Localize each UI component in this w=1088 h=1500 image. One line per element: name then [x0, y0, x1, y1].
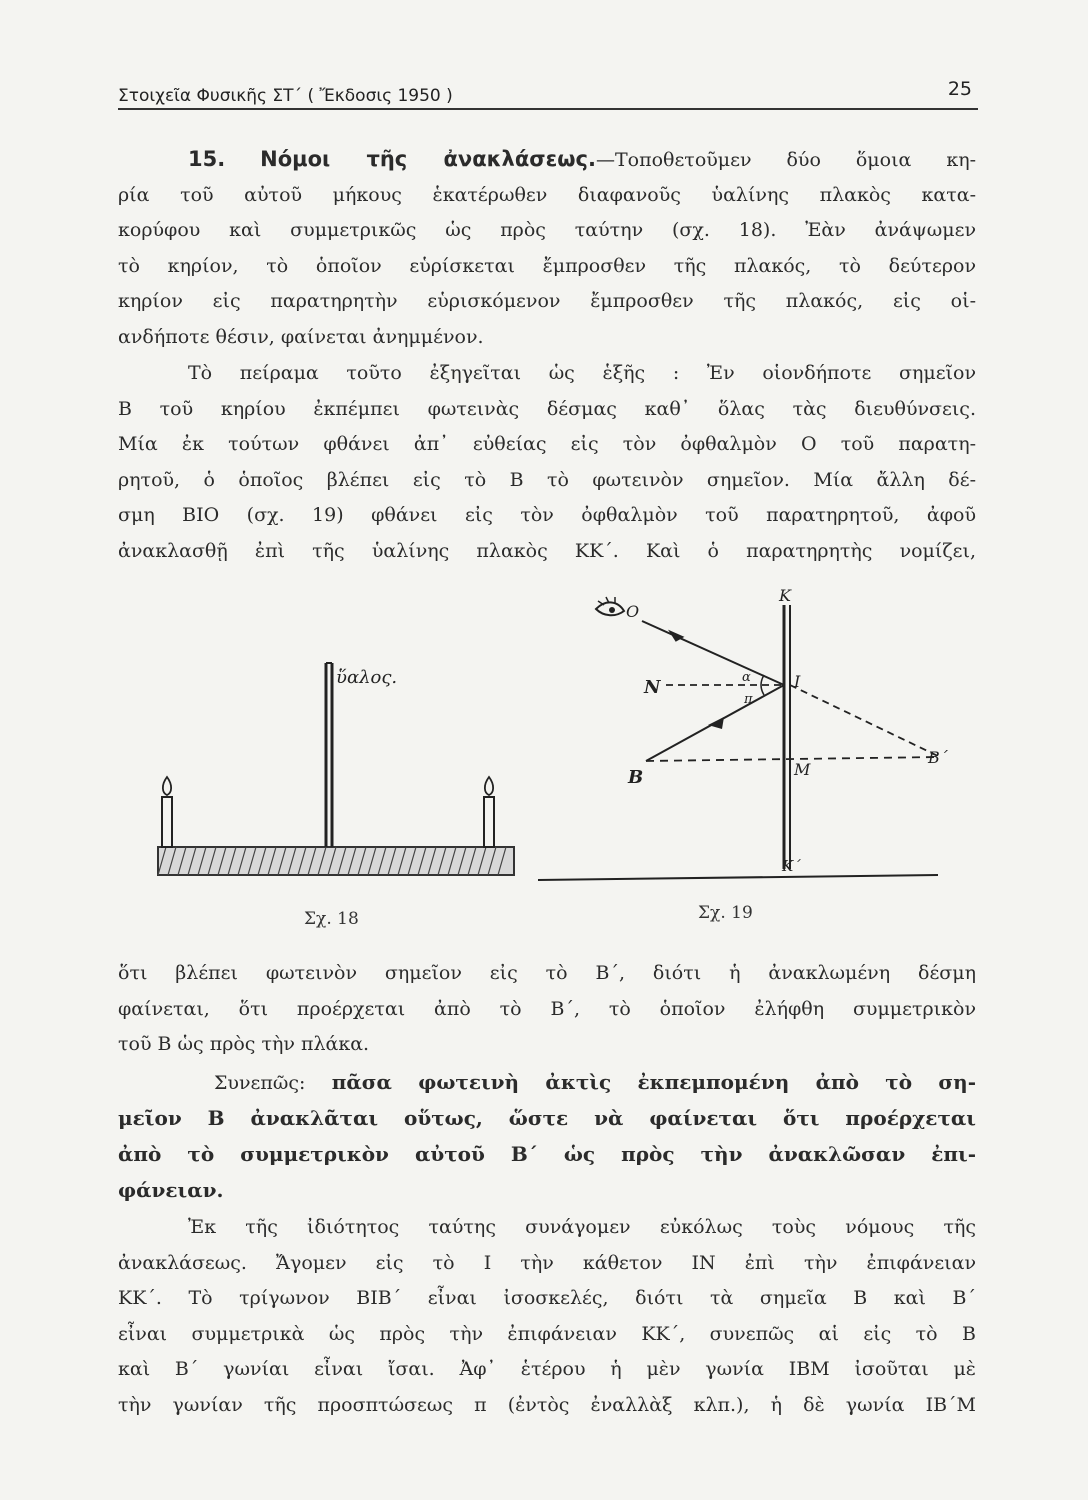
- label-b: Β: [628, 767, 644, 788]
- glass-label: ὕαλος.: [336, 667, 398, 688]
- text-fragment: —Τοποθετοῦμεν δύο ὅμοια κη-: [595, 149, 976, 171]
- label-k-bottom: Κ΄: [782, 857, 801, 875]
- header-rule: [118, 108, 978, 110]
- text-line: σμη ΒΙΟ (σχ. 19) φθάνει εἰς τὸν ὀφθαλμὸν τοῦ παρατηρητοῦ, ἀφοῦ: [118, 504, 976, 527]
- text-line: εἶναι συμμετρικὰ ὡς πρὸς τὴν ἐπιφάνειαν ΚΚ΄, συνεπῶς αἱ εἰς τὸ Β: [118, 1322, 976, 1345]
- text-line: ανδήποτε θέσιν, φαίνεται ἀνημμένον.: [118, 325, 484, 348]
- running-title: Στοιχεῖα Φυσικῆς ΣΤ΄ ( Ἔκδοσις 1950 ): [118, 86, 453, 106]
- virtual-ray-ib: [790, 685, 940, 757]
- label-pi: π: [744, 692, 753, 707]
- candle-left: [162, 777, 172, 847]
- text-line: τὸ κηρίον, τὸ ὁποῖον εὑρίσκεται ἔμπροσθεν τῆς πλακός, τὸ δεύτερον: [118, 254, 976, 277]
- text-line: μεῖον Β ἀνακλᾶται οὕτως, ὥστε νὰ φαίνεται ὅτι προέρχεται: [118, 1106, 976, 1130]
- figure-18-drawing: [158, 663, 514, 875]
- text-line: κορύφου καὶ συμμετρικῶς ὡς πρὸς ταύτην (σχ. 18). Ἐὰν ἀνάψωμεν: [118, 219, 976, 242]
- figure-19-drawing: [538, 586, 949, 880]
- ground-line: [538, 875, 938, 880]
- label-n: Ν: [644, 677, 661, 698]
- text-line: Μία ἐκ τούτων φθάνει ἀπ᾽ εὐθείας εἰς τὸν ὀφθαλμὸν Ο τοῦ παρατη-: [118, 433, 976, 456]
- label-alpha: α: [742, 670, 751, 685]
- section-title: Νόμοι τῆς ἀνακλάσεως.: [260, 147, 596, 171]
- figures-svg: [118, 583, 998, 953]
- text-line: φαίνεται, ὅτι προέρχεται ἀπὸ τὸ Β΄, τὸ ὁποῖον ἐλήφθη συμμετρικὸν: [118, 997, 976, 1020]
- figure-19-caption: Σχ. 19: [698, 903, 753, 923]
- arrow-head-bi: [708, 717, 724, 729]
- page-header: [118, 72, 978, 108]
- paragraph-2: [118, 356, 976, 570]
- mirror-kk: [784, 605, 790, 869]
- text-line: Τὸ πείραμα τοῦτο ἐξηγεῖται ὡς ἑξῆς : Ἐν οἱονδήποτε σημεῖον: [188, 362, 976, 384]
- text-line: [118, 142, 976, 178]
- text-line: τοῦ Β ὡς πρὸς τὴν πλάκα.: [118, 1033, 370, 1056]
- text-line: ΚΚ΄. Τὸ τρίγωνον ΒΙΒ΄ εἶναι ἰσοσκελές, διότι τὰ σημεῖα Β καὶ Β΄: [118, 1287, 976, 1310]
- ray-io: [642, 621, 784, 685]
- paragraph-4: [118, 1210, 976, 1424]
- figures-area: [118, 583, 998, 953]
- section-number: 15.: [188, 147, 226, 171]
- page-number: 25: [947, 78, 972, 100]
- text-line: ρία τοῦ αὐτοῦ μήκους ἑκατέρωθεν διαφανοῦς ὑαλίνης πλακὸς κατα-: [118, 183, 976, 206]
- label-o: O: [626, 602, 640, 621]
- glass-pane: [326, 663, 332, 847]
- candle-right: [484, 777, 494, 847]
- text-line: ἀνακλάσεως. Ἄγομεν εἰς τὸ Ι τὴν κάθετον ΙΝ ἐπὶ τὴν ἐπιφάνειαν: [118, 1251, 976, 1274]
- text-line: ἀνακλασθῇ ἐπὶ τῆς ὑαλίνης πλακὸς ΚΚ΄. Καὶ ὁ παρατηρητὴς νομίζει,: [118, 539, 976, 562]
- eye-icon: [596, 597, 624, 615]
- conclusion: [118, 1064, 976, 1208]
- line-bmb: [646, 757, 940, 761]
- text-line: Β τοῦ κηρίου ἐκπέμπει φωτεινὰς δέσμας καθ᾽ ὅλας τὰς διευθύνσεις.: [118, 397, 976, 420]
- text-line: τὴν γωνίαν τῆς προσπτώσεως π (ἐντὸς ἐναλλὰξ κλπ.), ἡ δὲ γωνία ΙΒ΄Μ: [118, 1393, 976, 1416]
- paragraph-1: [118, 142, 976, 356]
- label-k-top: Κ: [779, 586, 791, 605]
- text-fragment: πᾶσα φωτεινὴ ἀκτὶς ἐκπεμπομένη ἀπὸ τὸ ση-: [331, 1070, 976, 1094]
- text-line: ρητοῦ, ὁ ὁποῖος βλέπει εἰς τὸ Β τὸ φωτεινὸν σημεῖον. Μία ἄλλη δέ-: [118, 468, 976, 491]
- figure-18-caption: Σχ. 18: [304, 909, 359, 929]
- text-line: [118, 1064, 976, 1100]
- text-line: φάνειαν.: [118, 1178, 224, 1202]
- label-b-prime: Β΄: [928, 748, 948, 767]
- text-line: ἀπὸ τὸ συμμετρικὸν αὐτοῦ Β΄ ὡς πρὸς τὴν ἀνακλῶσαν ἐπι-: [118, 1142, 976, 1166]
- conclusion-lead: Συνεπῶς:: [214, 1072, 306, 1094]
- text-line: κηρίον εἰς παρατηρητὴν εὑρισκόμενον ἔμπροσθεν τῆς πλακός, εἰς οἱ-: [118, 290, 976, 313]
- paragraph-3: [118, 956, 976, 1063]
- text-line: ὅτι βλέπει φωτεινὸν σημεῖον εἰς τὸ Β΄, διότι ἡ ἀνακλωμένη δέσμη: [118, 962, 976, 984]
- glass-plate-base: [158, 847, 514, 875]
- text-line: καὶ Β΄ γωνίαι εἶναι ἴσαι. Ἀφ᾽ ἑτέρου ἡ μὲν γωνία ΙΒΜ ἰσοῦται μὲ: [118, 1358, 976, 1381]
- label-m: Μ: [794, 760, 811, 779]
- text-line: Ἐκ τῆς ἰδιότητος ταύτης συνάγομεν εὐκόλως τοὺς νόμους τῆς: [188, 1216, 976, 1238]
- label-i: Ι: [794, 672, 801, 691]
